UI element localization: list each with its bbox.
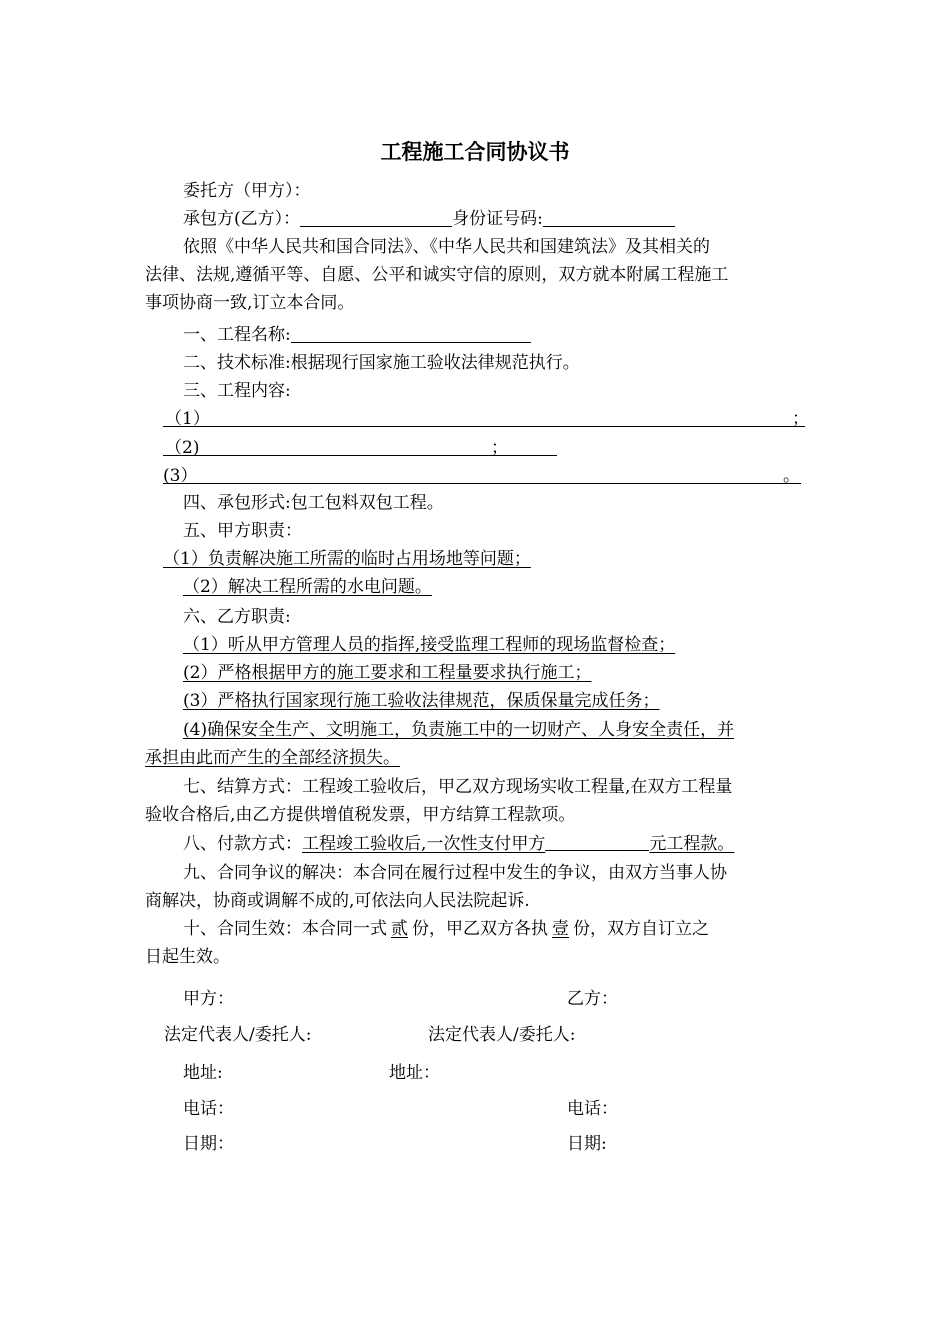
sign-rep-b: 法定代表人/委托人: xyxy=(428,1025,576,1045)
sign-phone-a: 电话： xyxy=(183,1099,234,1119)
section-6-party-b-duties: 六、乙方职责: xyxy=(183,607,291,627)
party-a-duty-2: （2）解决工程所需的水电问题。 xyxy=(183,577,432,597)
copies-total: 贰 xyxy=(391,919,408,939)
section-9-dispute-line-2: 商解决，协商或调解不成的,可依法向人民法院起诉. xyxy=(145,891,530,911)
content-item-1-label: （1） xyxy=(165,409,210,429)
section-1-project-name xyxy=(183,324,531,346)
section-2-standard: 二、技术标准:根据现行国家施工验收法律规范执行。 xyxy=(183,353,580,373)
party-b-duty-2: (2）严格根据甲方的施工要求和工程量要求执行施工； xyxy=(183,663,592,683)
document-title: 工程施工合同协议书 xyxy=(380,139,570,164)
content-item-2-label: （2) xyxy=(165,438,200,458)
content-item-1-end: ； xyxy=(792,409,809,429)
party-b-name-blank xyxy=(300,208,452,227)
payment-unit: 元工程款。 xyxy=(649,834,735,854)
party-b-line xyxy=(183,208,675,230)
party-b-duty-4-line-2: 承担由此而产生的全部经济损失。 xyxy=(145,748,400,768)
project-name-blank xyxy=(291,324,531,343)
sign-party-a: 甲方： xyxy=(183,989,234,1009)
sign-phone-b: 电话： xyxy=(567,1099,618,1119)
section-3-content: 三、工程内容: xyxy=(183,381,291,401)
content-item-2-end: ； xyxy=(491,438,508,458)
section-8-payment xyxy=(183,832,734,855)
section-8-label: 八、付款方式： xyxy=(183,834,302,854)
copies-each: 壹 xyxy=(552,919,569,939)
intro-line-1: 依照《中华人民共和国合同法》、《中华人民共和国建筑法》及其相关的 xyxy=(183,237,710,257)
intro-line-2: 法律、法规,遵循平等、自愿、公平和诚实守信的原则，双方就本附属工程施工 xyxy=(145,265,729,285)
section-1-label: 一、工程名称: xyxy=(183,325,291,345)
section-7-settlement-line-1: 七、结算方式：工程竣工验收后，甲乙双方现场实收工程量,在双方工程量 xyxy=(183,777,733,797)
payment-text: 工程竣工验收后,一次性支付甲方 xyxy=(302,834,546,854)
sign-party-b: 乙方： xyxy=(567,989,618,1009)
section-4-contract-form: 四、承包形式:包工包料双包工程。 xyxy=(183,493,444,513)
sign-rep-a: 法定代表人/委托人: xyxy=(164,1025,312,1045)
id-number-label: 身份证号码: xyxy=(452,209,543,229)
section-10-effect-line-1 xyxy=(183,918,709,940)
sign-date-b: 日期: xyxy=(567,1134,607,1154)
party-b-label: 承包方(乙方）： xyxy=(183,209,301,229)
sign-address-b: 地址： xyxy=(389,1063,440,1083)
section-10-text-b: 份，甲乙双方各执 xyxy=(412,919,548,939)
content-item-3-label: (3） xyxy=(163,466,198,486)
content-item-3-blank xyxy=(163,483,801,484)
party-b-duty-1: （1）听从甲方管理人员的指挥,接受监理工程师的现场监督检查； xyxy=(183,635,676,655)
intro-line-3: 事项协商一致,订立本合同。 xyxy=(145,293,355,313)
content-item-1-blank xyxy=(163,426,805,427)
section-5-party-a-duties: 五、甲方职责： xyxy=(183,521,302,541)
section-9-dispute-line-1: 九、合同争议的解决：本合同在履行过程中发生的争议，由双方当事人协 xyxy=(183,863,727,883)
payment-amount-blank xyxy=(545,832,649,851)
section-10-text-c: 份，双方自订立之 xyxy=(573,919,709,939)
sign-date-a: 日期： xyxy=(183,1134,234,1154)
id-number-blank xyxy=(543,208,675,227)
party-a-line: 委托方（甲方）： xyxy=(183,181,311,201)
party-a-duty-1: （1）负责解决施工所需的临时占用场地等问题； xyxy=(163,549,531,569)
party-b-duty-3: (3）严格执行国家现行施工验收法律规范，保质保量完成任务； xyxy=(183,691,660,711)
content-item-2-blank xyxy=(163,455,557,456)
content-item-3-end: 。 xyxy=(783,466,800,486)
section-10-text-a: 十、合同生效：本合同一式 xyxy=(183,919,387,939)
party-b-duty-4-line-1: (4)确保安全生产、文明施工，负责施工中的一切财产、人身安全责任，并 xyxy=(183,720,735,740)
sign-address-a: 地址: xyxy=(183,1063,223,1083)
section-7-settlement-line-2: 验收合格后,由乙方提供增值税发票，甲方结算工程款项。 xyxy=(145,805,576,825)
section-10-effect-line-2: 日起生效。 xyxy=(145,947,230,967)
